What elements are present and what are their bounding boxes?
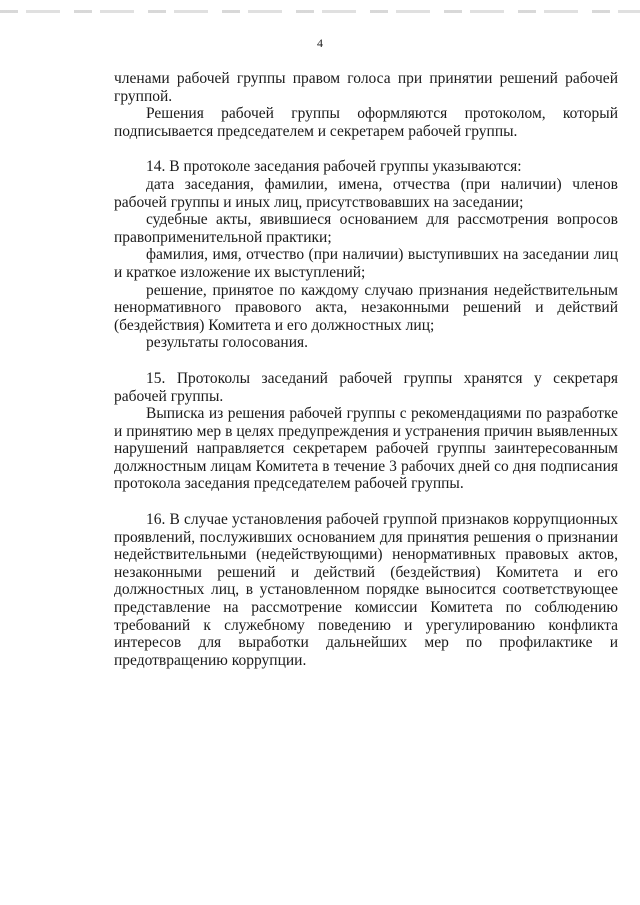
paragraph-15-extract: Выписка из решения рабочей группы с рекомендациями по разработке и принятию мер в целях предупреждения и устранения причин выявленных нарушений направляется секретарем рабочей группы заинтересованным должностным лицам Комитета в течение 3 рабочих дней со дня подписания протокола заседания председателем рабочей группы. — [114, 405, 618, 493]
paragraph-16: 16. В случае установления рабочей группой признаков коррупционных проявлений, послуживших основанием для принятия решения о признании недействительными (недействующими) ненормативных правовых актов, незаконными решений и действий (бездействия) Комитета и его должностных лиц, в установленном порядке выносится соответствующее представление на рассмотрение комиссии Комитета по соблюдению требований к служебному поведению и урегулированию конфликта интересов для выработки дальнейших мер по профилактике и предотвращению коррупции. — [114, 511, 618, 669]
list-item-decision: решение, принятое по каждому случаю признания недействительным ненормативного правового акта, незаконными решений и действий (бездействия) Комитета и его должностных лиц; — [114, 281, 618, 334]
list-item-voting: результаты голосования. — [146, 334, 309, 352]
scan-header-artifact — [0, 10, 640, 13]
paragraph-15: 15. Протоколы заседаний рабочей группы хранятся у секретаря рабочей группы. — [114, 369, 618, 405]
document-body — [114, 70, 618, 669]
list-item-court-acts: судебные акты, явившиеся основанием для рассмотрения вопросов правоприменительной практики; — [114, 211, 618, 246]
paragraph-continuation: членами рабочей группы правом голоса при принятии решений рабочей группой. — [114, 70, 618, 105]
list-item-date: дата заседания, фамилии, имена, отчества (при наличии) членов рабочей группы и иных лиц, присутствовавших на заседании; — [114, 175, 618, 211]
paragraph-decisions: Решения рабочей группы оформляются протоколом, который подписывается председателем и секретарем рабочей группы. — [114, 105, 618, 140]
list-item-speakers: фамилия, имя, отчество (при наличии) выступивших на заседании лиц и краткое изложение их выступлений; — [114, 246, 618, 281]
page-number: 4 — [317, 36, 323, 50]
paragraph-14-heading: 14. В протоколе заседания рабочей группы указываются: — [146, 158, 522, 176]
